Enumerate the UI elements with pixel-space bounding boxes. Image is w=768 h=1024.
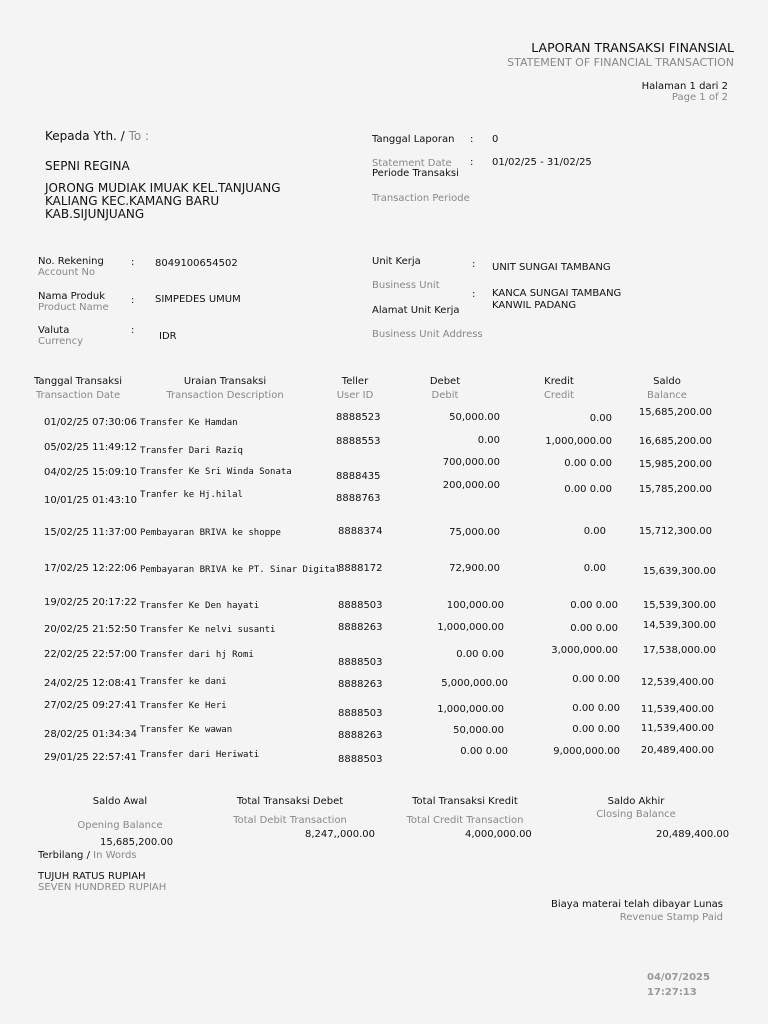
row-date: 27/02/25 09:27:41: [44, 700, 138, 711]
col-header-balance: Saldo: [653, 376, 681, 387]
row-credit: 3,000,000.00: [551, 645, 618, 656]
row-credit: 0.00: [583, 563, 606, 574]
statement-title: LAPORAN TRANSAKSI FINANSIAL: [531, 40, 734, 55]
row-balance: 15,639,300.00: [642, 566, 716, 577]
unit-value: UNIT SUNGAI TAMBANG: [492, 262, 611, 273]
row-teller: 8888553: [336, 436, 381, 447]
row-desc: Transfer dari Heriwati: [140, 750, 260, 760]
row-desc: Pembayaran BRIVA ke PT. Sinar Digital: [140, 565, 341, 575]
row-desc: Tranfer ke Hj.hilal: [140, 490, 243, 500]
to-label-en: To :: [128, 129, 150, 143]
row-desc: Transfer Ke Heri: [140, 701, 227, 711]
row-credit: 0.00 0.00: [572, 703, 620, 714]
col-header-desc-en: Transaction Description: [166, 390, 284, 401]
row-credit: 0.00 0.00: [572, 674, 620, 685]
col-header-debit-en: Debit: [431, 390, 459, 401]
alamat-line-1: KANCA SUNGAI TAMBANG: [492, 288, 622, 299]
row-balance: 11,539,400.00: [640, 723, 714, 734]
words-en: SEVEN HUNDRED RUPIAH: [38, 882, 167, 893]
address-line-1: JORONG MUDIAK IMUAK KEL.TANJUANG: [45, 181, 281, 195]
periode-value: 01/02/25 - 31/02/25: [492, 157, 592, 168]
row-date: 19/02/25 20:17:22: [44, 597, 138, 608]
row-teller: 8888263: [338, 679, 383, 690]
row-teller: 8888503: [338, 754, 383, 765]
row-desc: Transfer dari hj Romi: [140, 650, 254, 660]
closing-balance-value: 20,489,400.00: [656, 829, 730, 840]
col-header-date: Tanggal Transaksi: [33, 376, 123, 387]
row-date: 15/02/25 11:37:00: [44, 527, 138, 538]
row-debit: 700,000.00: [442, 457, 500, 468]
total-credit-value: 4,000,000.00: [465, 829, 532, 840]
rekening-label: No. Rekening: [38, 256, 104, 267]
row-credit: 0.00: [583, 526, 606, 537]
row-desc: Transfer ke dani: [140, 677, 227, 687]
opening-balance-label: Opening Balance: [77, 820, 163, 831]
row-date: 01/02/25 07:30:06: [44, 417, 138, 428]
row-balance: 17,538,000.00: [642, 645, 716, 656]
produk-label: Nama Produk: [38, 291, 105, 302]
row-debit: 5,000,000.00: [441, 678, 508, 689]
row-teller: 8888763: [336, 493, 381, 504]
row-balance: 16,685,200.00: [638, 436, 712, 447]
words-id: TUJUH RATUS RUPIAH: [38, 871, 146, 882]
colon: :: [131, 325, 135, 336]
row-balance: 15,539,300.00: [642, 600, 716, 611]
transaction-periode-label: Transaction Periode: [372, 193, 470, 204]
row-date: 04/02/25 15:09:10: [44, 467, 138, 478]
to-label-id: Kepada Yth. /: [45, 129, 125, 143]
report-date-value: 0: [492, 134, 499, 145]
row-balance: 15,685,200.00: [638, 407, 712, 418]
row-debit: 1,000,000.00: [437, 622, 504, 633]
row-credit: 0.00 0.00: [572, 724, 620, 735]
closing-balance-label: Closing Balance: [596, 809, 676, 820]
row-balance: 15,785,200.00: [638, 484, 712, 495]
col-header-balance-en: Balance: [647, 390, 687, 401]
total-debit-label-en: Total Debit Transaction: [233, 815, 347, 826]
statement-subtitle: STATEMENT OF FINANCIAL TRANSACTION: [507, 56, 734, 69]
colon: :: [470, 157, 474, 168]
saldo-awal-label: Saldo Awal: [92, 796, 148, 807]
total-debit-value: 8,247,,000.00: [305, 829, 375, 840]
colon: :: [470, 134, 474, 145]
row-credit: 0.00 0.00: [570, 623, 618, 634]
alamat-label: Alamat Unit Kerja: [372, 305, 460, 316]
address-line-3: KAB.SIJUNJUANG: [45, 207, 145, 221]
row-desc: Transfer Ke wawan: [140, 725, 233, 735]
stamp-paid-id: Biaya materai telah dibayar Lunas: [551, 899, 723, 910]
row-credit: 0.00: [589, 413, 612, 424]
page-number-en: Page 1 of 2: [671, 92, 728, 103]
row-desc: Transfer Ke nelvi susanti: [140, 625, 276, 635]
row-teller: 8888263: [338, 730, 383, 741]
row-debit: 75,000.00: [449, 527, 500, 538]
report-date-label: Tanggal Laporan: [372, 134, 455, 145]
stamp-paid-en: Revenue Stamp Paid: [619, 912, 723, 923]
row-teller: 8888172: [338, 563, 383, 574]
col-header-credit: Kredit: [544, 376, 574, 387]
row-desc: Pembayaran BRIVA ke shoppe: [140, 528, 281, 538]
row-desc: Transfer Dari Raziq: [140, 446, 243, 456]
statement-date-label: Statement Date: [372, 158, 452, 169]
col-header-debit: Debet: [429, 376, 461, 387]
row-debit: 0.00 0.00: [460, 746, 508, 757]
row-date: 28/02/25 01:34:34: [44, 729, 138, 740]
alamat-label-en: Business Unit Address: [372, 329, 483, 340]
terbilang-label-id: Terbilang /: [38, 850, 90, 861]
col-header-desc: Uraian Transaksi: [183, 376, 267, 387]
col-header-teller: Teller: [341, 376, 369, 387]
row-teller: 8888503: [338, 657, 383, 668]
row-balance: 11,539,400.00: [640, 704, 714, 715]
colon: :: [472, 289, 476, 300]
total-debet-label: Total Transaksi Debet: [236, 796, 344, 807]
row-credit: 0.00 0.00: [570, 600, 618, 611]
in-words-label: In Words: [93, 850, 137, 861]
row-balance: 15,985,200.00: [638, 459, 712, 470]
total-kredit-label: Total Transaksi Kredit: [412, 796, 518, 807]
row-teller: 8888503: [338, 708, 383, 719]
col-header-credit-en: Credit: [543, 390, 575, 401]
rekening-value: 8049100654502: [155, 258, 238, 269]
colon: :: [131, 295, 135, 306]
rekening-label-en: Account No: [38, 267, 96, 278]
print-time: 17:27:13: [647, 987, 697, 998]
row-credit: 1,000,000.00: [545, 436, 612, 447]
row-teller: 8888503: [338, 600, 383, 611]
row-credit: 0.00 0.00: [564, 484, 612, 495]
col-header-date-en: Transaction Date: [35, 390, 121, 401]
row-date: 10/01/25 01:43:10: [44, 495, 138, 506]
address-line-2: KALIANG KEC.KAMANG BARU: [45, 194, 220, 208]
colon: :: [131, 257, 135, 268]
row-date: 24/02/25 12:08:41: [44, 678, 138, 689]
produk-label-en: Product Name: [38, 302, 109, 313]
periode-label: Periode Transaksi: [372, 168, 459, 179]
row-debit: 50,000.00: [453, 725, 504, 736]
row-teller: 8888374: [338, 526, 383, 537]
row-credit: 0.00 0.00: [564, 458, 612, 469]
unit-label-en: Business Unit: [372, 280, 440, 291]
produk-value: SIMPEDES UMUM: [155, 294, 241, 305]
print-date: 04/07/2025: [647, 972, 710, 983]
row-credit: 9,000,000.00: [553, 746, 620, 757]
alamat-value: [492, 288, 621, 312]
row-debit: 200,000.00: [442, 480, 500, 491]
row-debit: 0.00 0.00: [456, 649, 504, 660]
row-teller: 8888435: [336, 471, 381, 482]
recipient-address: [45, 182, 281, 221]
row-date: 20/02/25 21:52:50: [44, 624, 138, 635]
row-balance: 20,489,400.00: [640, 745, 714, 756]
row-balance: 15,712,300.00: [638, 526, 712, 537]
page-number-id: Halaman 1 dari 2: [641, 81, 728, 92]
recipient-name: SEPNI REGINA: [45, 159, 130, 173]
row-desc: Transfer Ke Sri Winda Sonata: [140, 467, 292, 477]
row-debit: 0.00: [477, 435, 500, 446]
row-date: 05/02/25 11:49:12: [44, 442, 138, 453]
row-date: 29/01/25 22:57:41: [44, 752, 138, 763]
colon: :: [472, 259, 476, 270]
alamat-line-2: KANWIL PADANG: [492, 300, 577, 311]
row-desc: Transfer Ke Hamdan: [140, 418, 238, 428]
row-date: 17/02/25 12:22:06: [44, 563, 138, 574]
total-credit-label-en: Total Credit Transaction: [406, 815, 524, 826]
col-header-teller-en: User ID: [336, 390, 374, 401]
row-date: 22/02/25 22:57:00: [44, 649, 138, 660]
valuta-label-en: Currency: [38, 336, 84, 347]
row-debit: 72,900.00: [449, 563, 500, 574]
valuta-label: Valuta: [38, 325, 70, 336]
terbilang-label: [38, 850, 137, 861]
valuta-value: IDR: [159, 331, 177, 342]
row-debit: 50,000.00: [449, 412, 500, 423]
row-debit: 1,000,000.00: [437, 704, 504, 715]
row-teller: 8888263: [338, 622, 383, 633]
row-debit: 100,000.00: [446, 600, 504, 611]
to-label: [45, 129, 149, 143]
row-teller: 8888523: [336, 412, 381, 423]
row-balance: 12,539,400.00: [640, 677, 714, 688]
unit-label: Unit Kerja: [372, 256, 421, 267]
row-desc: Transfer Ke Den hayati: [140, 601, 260, 611]
opening-balance-value: 15,685,200.00: [100, 837, 174, 848]
saldo-akhir-label: Saldo Akhir: [607, 796, 665, 807]
row-balance: 14,539,300.00: [642, 620, 716, 631]
